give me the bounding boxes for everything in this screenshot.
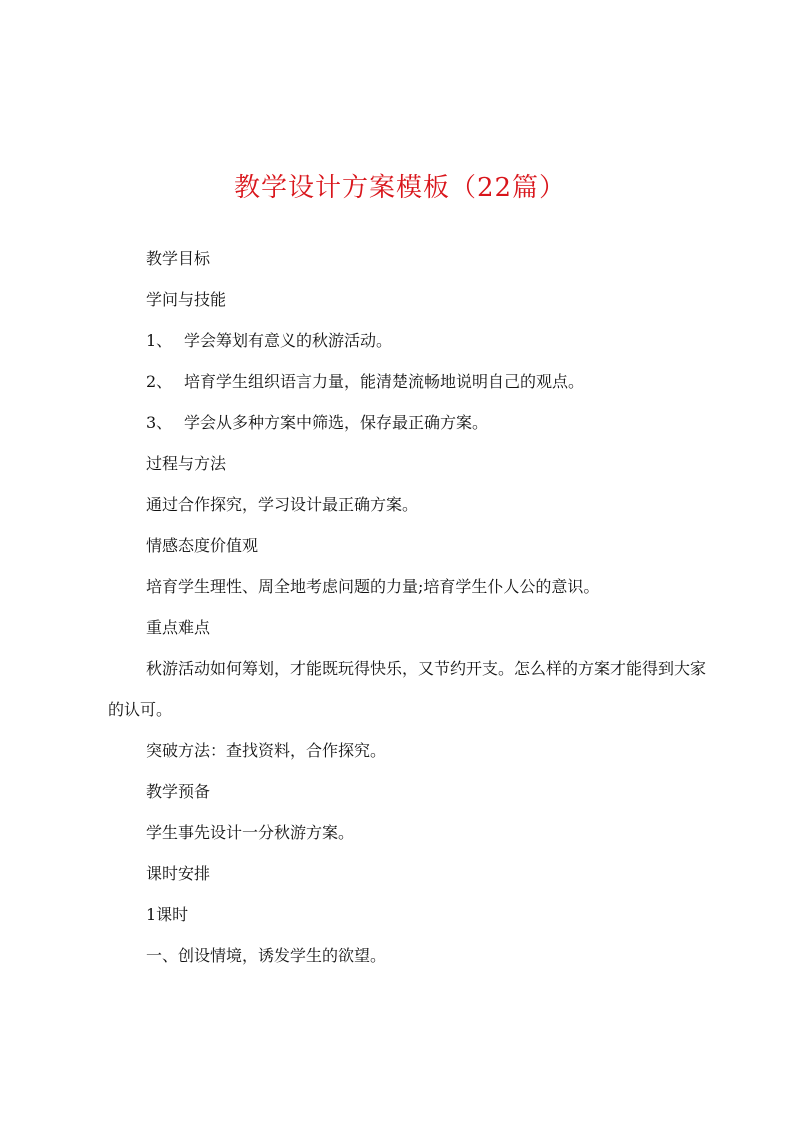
heading-teaching-prep: 教学预备 — [146, 782, 211, 801]
document-title: 教学设计方案模板（22篇） — [233, 173, 567, 203]
list-item-number: 1、 — [146, 331, 173, 350]
list-item-number: 2、 — [146, 372, 173, 391]
document-body — [108, 238, 720, 976]
list-item-3 — [108, 402, 720, 443]
paragraph-emotion: 培育学生理性、周全地考虑问题的力量;培育学生仆人公的意识。 — [146, 577, 600, 596]
paragraph-step-1: 一、创设情境，诱发学生的欲望。 — [146, 946, 387, 965]
paragraph-key: 秋游活动如何筹划，才能既玩得快乐，又节约开支。怎么样的方案才能得到大家的认可。 — [108, 659, 707, 719]
list-item-text: 学会从多种方案中筛选，保存最正确方案。 — [184, 413, 489, 432]
heading-process-methods: 过程与方法 — [146, 454, 227, 473]
list-item-2 — [108, 361, 720, 402]
list-item-text: 培育学生组织语言力量，能清楚流畅地说明自己的观点。 — [184, 372, 585, 391]
paragraph-prep: 学生事先设计一分秋游方案。 — [146, 823, 355, 842]
heading-teaching-goals: 教学目标 — [146, 249, 211, 268]
paragraph-process: 通过合作探究，学习设计最正确方案。 — [146, 495, 419, 514]
list-item-number: 3、 — [146, 413, 173, 432]
list-item-1 — [108, 320, 720, 361]
paragraph-breakthrough: 突破方法：查找资料，合作探究。 — [146, 741, 387, 760]
heading-key-difficulties: 重点难点 — [146, 618, 211, 637]
heading-knowledge-skills: 学问与技能 — [146, 290, 227, 309]
list-item-text: 学会筹划有意义的秋游活动。 — [184, 331, 393, 350]
paragraph-schedule: 1课时 — [146, 905, 189, 924]
heading-emotion-values: 情感态度价值观 — [146, 536, 259, 555]
heading-schedule: 课时安排 — [146, 864, 211, 883]
